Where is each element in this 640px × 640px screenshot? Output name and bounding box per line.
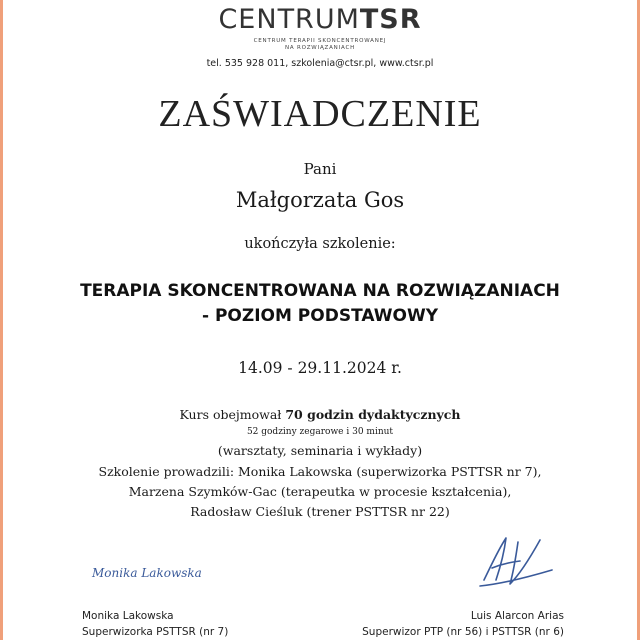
course-title-line2: - POZIOM PODSTAWOWY	[201, 306, 439, 326]
instructors-line1: Szkolenie prowadzili: Monika Lakowska (superwizorka PSTTSR nr 7),	[98, 464, 542, 479]
logo-text-light: CENTRUM	[218, 4, 360, 35]
left-signer	[82, 608, 228, 640]
left-signer-role: Superwizorka PSTTSR (nr 7)	[82, 626, 229, 638]
right-handwritten-signature	[470, 528, 560, 590]
logo-subtitle-line1: CENTRUM TERAPII SKONCENTROWANEJ	[253, 38, 387, 44]
right-signer-role: Superwizor PTP (nr 56) i PSTTSR (nr 6)	[362, 626, 564, 638]
course-hours-detail: 52 godziny zegarowe i 30 minut	[246, 427, 394, 437]
instructors-line2: Marzena Szymków-Gac (terapeutka w procesie kształcenia),	[128, 484, 512, 499]
course-hours	[0, 407, 640, 422]
logo-text-bold: TSR	[359, 4, 422, 35]
completion-statement: ukończyła szkolenie:	[244, 236, 396, 252]
right-signer	[362, 608, 564, 640]
recipient-name: Małgorzata Gos	[235, 188, 405, 212]
course-dates: 14.09 - 29.11.2024 r.	[238, 359, 402, 377]
course-format: (warsztaty, seminaria i wykłady)	[217, 443, 423, 458]
left-signer-name: Monika Lakowska	[82, 610, 174, 622]
course-hours-prefix: Kurs obejmował	[179, 407, 282, 422]
instructors-line3: Radosław Cieśluk (trener PSTTSR nr 22)	[190, 504, 450, 519]
right-signer-name: Luis Alarcon Arias	[470, 610, 564, 622]
logo-subtitle-line2: NA ROZWIĄZANIACH	[284, 45, 356, 51]
salutation: Pani	[303, 160, 337, 178]
course-title-line1: TERAPIA SKONCENTROWANA NA ROZWIĄZANIACH	[80, 281, 560, 301]
centrum-tsr-logo	[0, 4, 640, 35]
document-title: ZAŚWIADCZENIE	[158, 93, 482, 135]
instructors	[0, 462, 640, 522]
contact-info: tel. 535 928 011, szkolenia@ctsr.pl, www.ctsr.pl	[206, 58, 434, 69]
course-hours-bold: 70 godzin dydaktycznych	[285, 407, 461, 422]
left-handwritten-signature: Monika Lakowska	[92, 566, 202, 580]
